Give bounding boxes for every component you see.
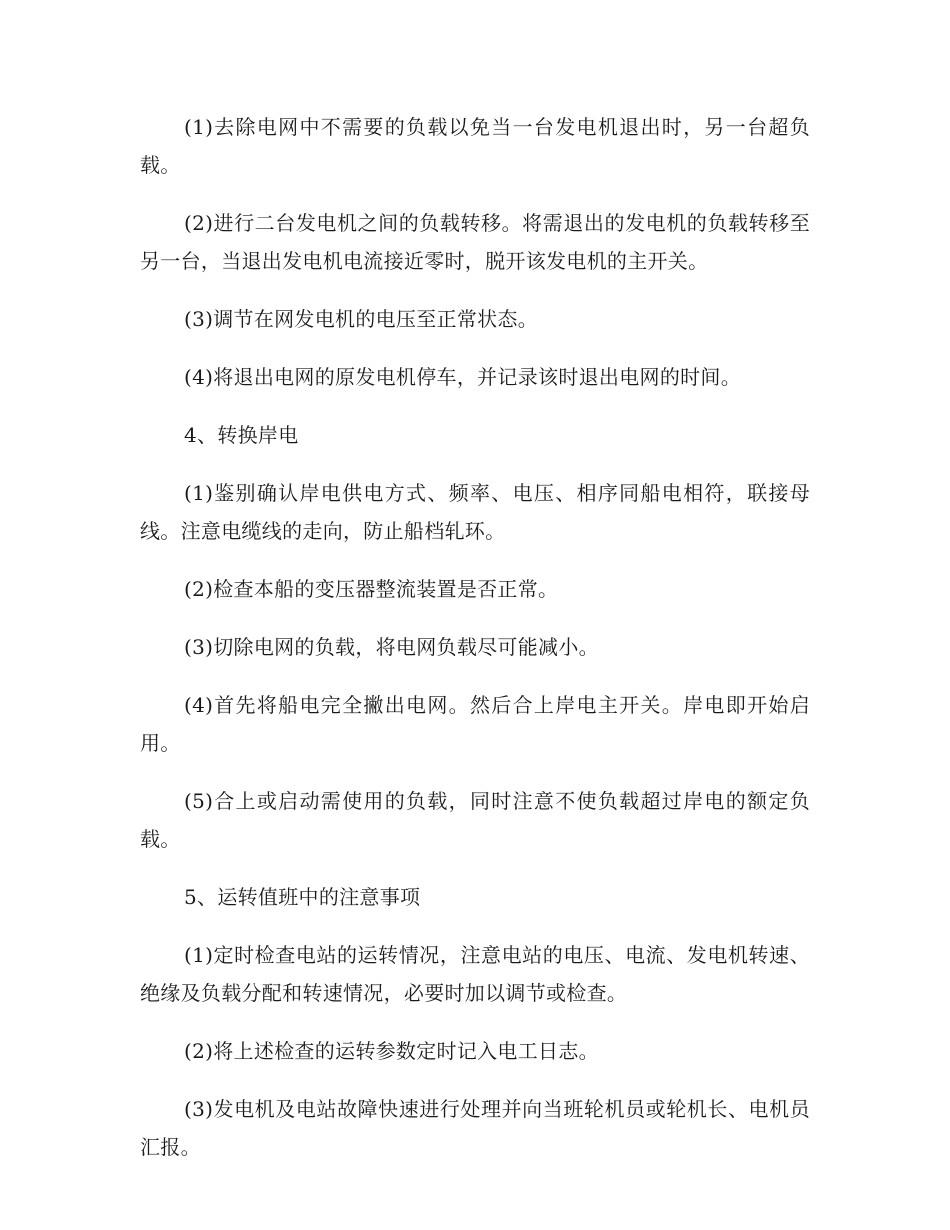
paragraph-item: (4)将退出电网的原发电机停车，并记录该时退出电网的时间。: [184, 365, 742, 389]
paragraph-item: (1)去除电网中不需要的负载以免当一台发电机退出时，另一台超负载。: [140, 115, 810, 177]
section-heading-watch-notes: 5、运转值班中的注意事项: [184, 885, 421, 909]
paragraph-item: (2)检查本船的变压器整流装置是否正常。: [184, 577, 559, 601]
paragraph-item: (3)发电机及电站故障快速进行处理并向当班轮机员或轮机长、电机员汇报。: [140, 1097, 810, 1159]
paragraph-item: (1)定时检查电站的运转情况，注意电站的电压、电流、发电机转速、绝缘及负载分配和转速情况，必要时加以调节或检查。: [140, 943, 810, 1005]
section-heading-shore-power: 4、转换岸电: [184, 423, 299, 447]
document-body: [140, 108, 810, 1186]
paragraph-item: (5)合上或启动需使用的负载，同时注意不使负载超过岸电的额定负载。: [140, 789, 810, 851]
paragraph-item: (1)鉴别确认岸电供电方式、频率、电压、相序同船电相符，联接母线。注意电缆线的走向，防止船档轧环。: [140, 481, 810, 543]
paragraph-item: (2)将上述检查的运转参数定时记入电工日志。: [184, 1039, 599, 1063]
paragraph-item: (4)首先将船电完全撇出电网。然后合上岸电主开关。岸电即开始启用。: [140, 693, 810, 755]
paragraph-item: (2)进行二台发电机之间的负载转移。将需退出的发电机的负载转移至另一台，当退出发电机电流接近零时，脱开该发电机的主开关。: [140, 211, 810, 273]
paragraph-item: (3)调节在网发电机的电压至正常状态。: [184, 307, 539, 331]
paragraph-item: (3)切除电网的负载，将电网负载尽可能减小。: [184, 635, 599, 659]
